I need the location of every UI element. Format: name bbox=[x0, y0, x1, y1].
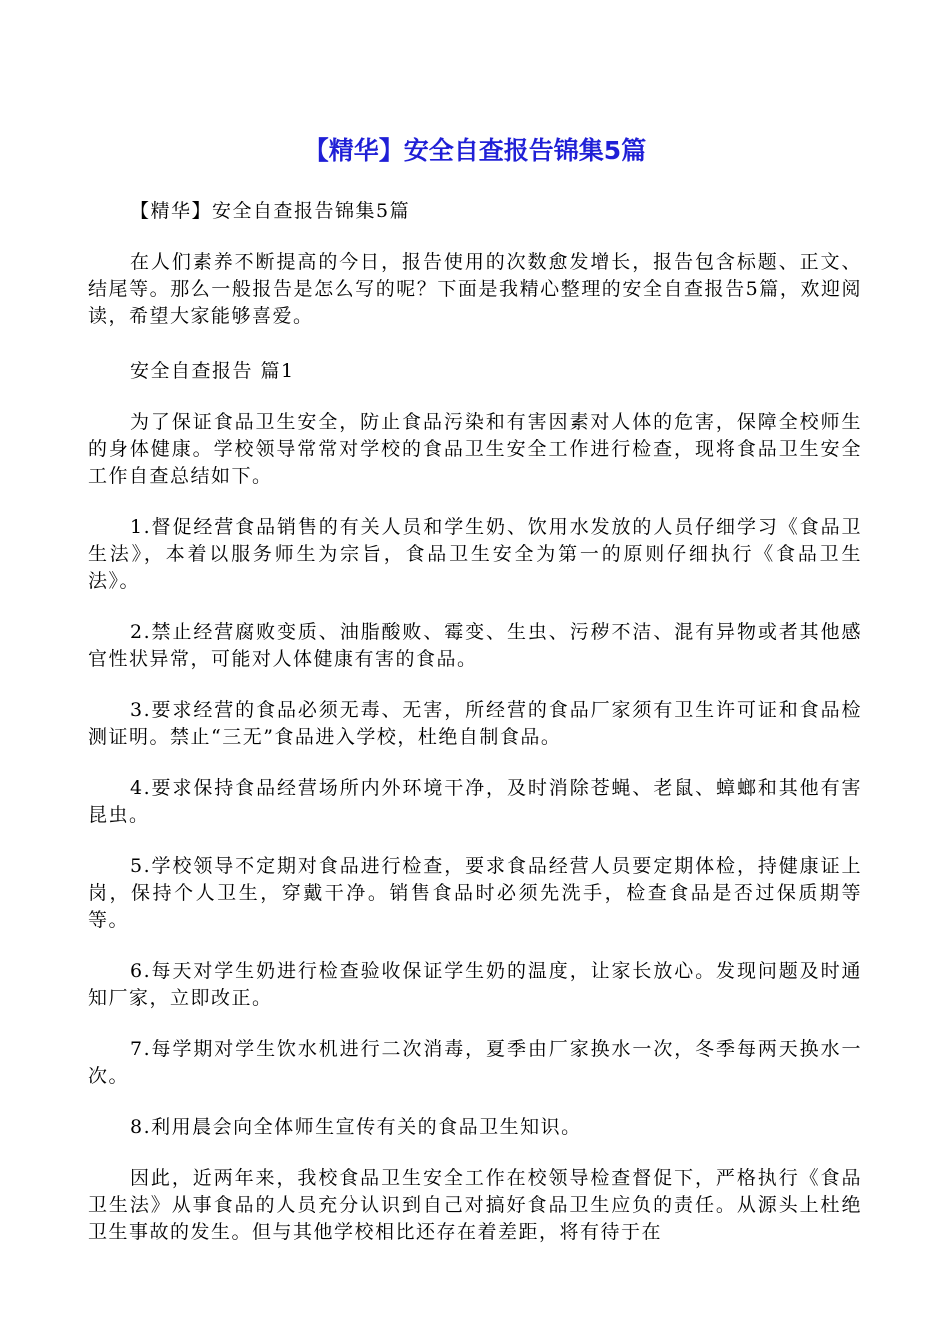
list-item: 8.利用晨会向全体师生宣传有关的食品卫生知识。 bbox=[130, 1116, 582, 1138]
list-item: 5.学校领导不定期对食品进行检查，要求食品经营人员要定期体检，持健康证上岗，保持个人卫生，穿戴干净。销售食品时必须先洗手，检查食品是否过保质期等等。 bbox=[88, 855, 862, 931]
subtitle-paragraph: 【精华】安全自查报告锦集5篇 bbox=[130, 200, 411, 222]
list-item: 6.每天对学生奶进行检查验收保证学生奶的温度，让家长放心。发现问题及时通知厂家，立即改正。 bbox=[88, 960, 862, 1009]
list-item: 7.每学期对学生饮水机进行二次消毒，夏季由厂家换水一次，冬季每两天换水一次。 bbox=[88, 1038, 862, 1087]
list-item: 1.督促经营食品销售的有关人员和学生奶、饮用水发放的人员仔细学习《食品卫生法》，本着以服务师生为宗旨，食品卫生安全为第一的原则仔细执行《食品卫生法》。 bbox=[88, 516, 862, 592]
intro-paragraph: 在人们素养不断提高的今日，报告使用的次数愈发增长，报告包含标题、正文、结尾等。那么一般报告是怎么写的呢？下面是我精心整理的安全自查报告5篇，欢迎阅读，希望大家能够喜爱。 bbox=[88, 251, 862, 327]
document-body bbox=[88, 198, 862, 1270]
document-title: 【精华】安全自查报告锦集5篇 bbox=[303, 136, 647, 165]
section-heading: 安全自查报告 篇1 bbox=[130, 360, 295, 382]
list-item: 3.要求经营的食品必须无毒、无害，所经营的食品厂家须有卫生许可证和食品检测证明。禁止“三无”食品进入学校，杜绝自制食品。 bbox=[88, 699, 862, 748]
list-item: 4.要求保持食品经营场所内外环境干净，及时消除苍蝇、老鼠、蟑螂和其他有害昆虫。 bbox=[88, 777, 862, 826]
body-paragraph: 因此，近两年来，我校食品卫生安全工作在校领导检查督促下，严格执行《食品卫生法》从事食品的人员充分认识到自己对搞好食品卫生应负的责任。从源头上杜绝卫生事故的发生。但与其他学校相比还存在着差距，将有待于在 bbox=[88, 1167, 862, 1243]
list-item: 2.禁止经营腐败变质、油脂酸败、霉变、生虫、污秽不洁、混有异物或者其他感官性状异常，可能对人体健康有害的食品。 bbox=[88, 621, 862, 670]
body-paragraph: 为了保证食品卫生安全，防止食品污染和有害因素对人体的危害，保障全校师生的身体健康。学校领导常常对学校的食品卫生安全工作进行检查，现将食品卫生安全工作自查总结如下。 bbox=[88, 411, 862, 487]
